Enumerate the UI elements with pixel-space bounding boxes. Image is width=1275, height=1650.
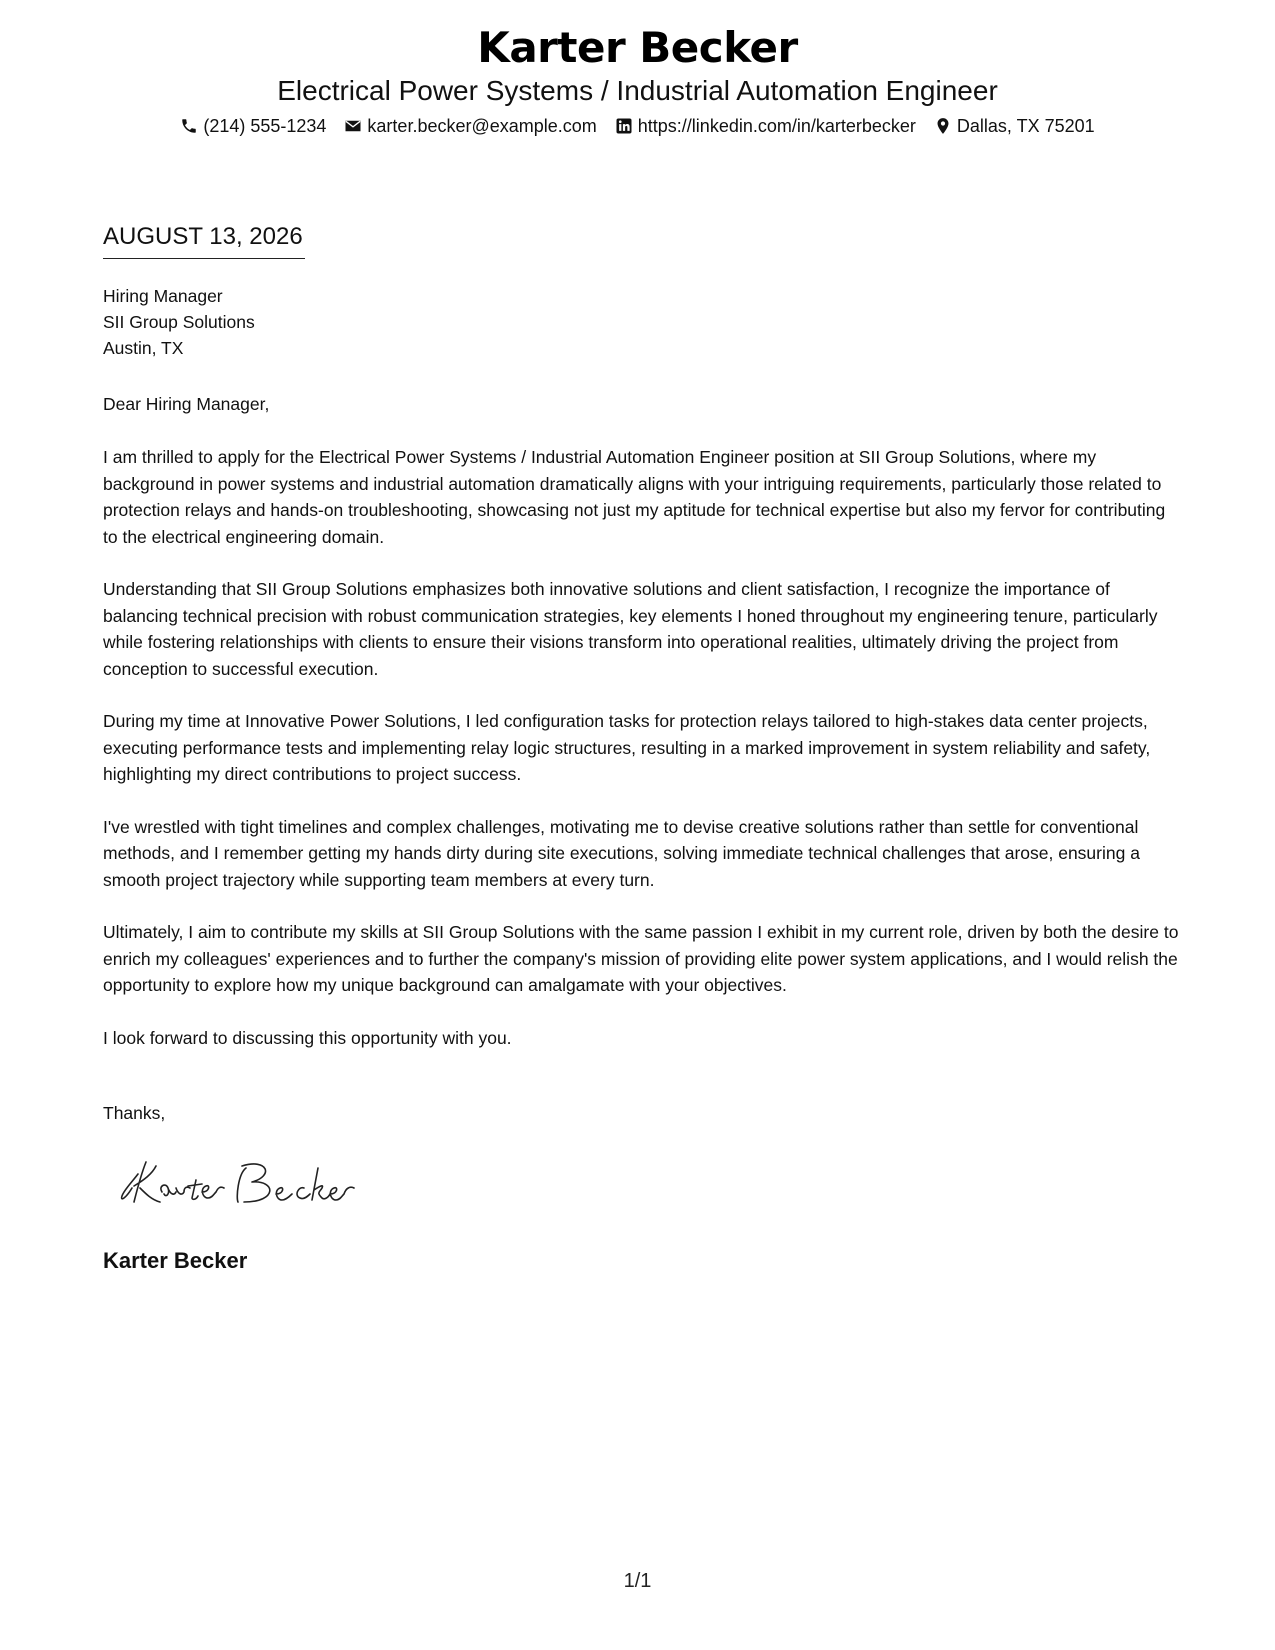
recipient-line: SII Group Solutions (103, 312, 255, 332)
signer-name: Karter Becker (103, 1248, 248, 1273)
contact-phone[interactable] (180, 114, 326, 138)
job-title: Electrical Power Systems / Industrial Automation Engineer (277, 75, 998, 106)
recipient-block (103, 283, 255, 361)
recipient-line: Hiring Manager (103, 286, 223, 306)
letter-body (103, 444, 1183, 1077)
letter-date-block (103, 222, 305, 259)
letter-date: AUGUST 13, 2026 (103, 222, 305, 259)
body-paragraph: Ultimately, I aim to contribute my skills at SII Group Solutions with the same passion I exhibit in my current role, driven by both the desire to enrich my colleagues' experiences and to further the company's mission of providing elite power system applications, and I would relish the opportunity to explore how my unique background can amalgamate with your objectives. (103, 922, 1179, 995)
phone-icon (180, 117, 198, 135)
body-paragraph: Understanding that SII Group Solutions emphasizes both innovative solutions and client satisfaction, I recognize the importance of balancing technical precision with robust communication strategies, key elements I honed throughout my engineering tenure, particularly while fostering relationships with clients to ensure their visions transform into operational realities, ultimately driving the project from conception to successful execution. (103, 579, 1158, 679)
contact-email-text: karter.becker@example.com (367, 116, 597, 136)
contact-bar (0, 114, 1275, 138)
body-paragraph: I look forward to discussing this opportunity with you. (103, 1027, 512, 1048)
closing: Thanks, (103, 1103, 166, 1123)
contact-location (934, 114, 1095, 138)
contact-linkedin[interactable] (615, 114, 916, 138)
recipient-line: Austin, TX (103, 338, 184, 358)
contact-location-text: Dallas, TX 75201 (956, 116, 1095, 136)
contact-phone-text: (214) 555-1234 (203, 116, 327, 136)
body-paragraph: I am thrilled to apply for the Electrical Power Systems / Industrial Automation Engineer position at SII Group Solutions, where my background in power systems and industrial automation dramatically aligns with your intriguing requirements, particularly those related to protection relays and hands-on troubleshooting, showcasing not just my aptitude for technical expertise but also my fervor for contributing to the electrical engineering domain. (103, 447, 1166, 547)
letter-header (0, 22, 1275, 138)
salutation: Dear Hiring Manager, (103, 394, 270, 414)
applicant-name: Karter Becker (477, 23, 798, 72)
body-paragraph: During my time at Innovative Power Solutions, I led configuration tasks for protection relays tailored to high-stakes data center projects, executing performance tests and implementing relay logic structures, resulting in a marked improvement in system reliability and safety, highlighting my direct contributions to project success. (103, 711, 1151, 784)
contact-email[interactable] (344, 114, 596, 138)
contact-linkedin-text: https://linkedin.com/in/karterbecker (637, 116, 916, 136)
linkedin-icon (615, 117, 633, 135)
handwritten-signature (118, 1152, 358, 1212)
envelope-icon (344, 117, 362, 135)
map-pin-icon (934, 117, 952, 135)
body-paragraph: I've wrestled with tight timelines and complex challenges, motivating me to devise creative solutions rather than settle for conventional methods, and I remember getting my hands dirty during site executions, solving immediate technical challenges that arose, ensuring a smooth project trajectory while supporting team members at every turn. (103, 816, 1140, 890)
page-number: 1/1 (623, 1570, 652, 1592)
